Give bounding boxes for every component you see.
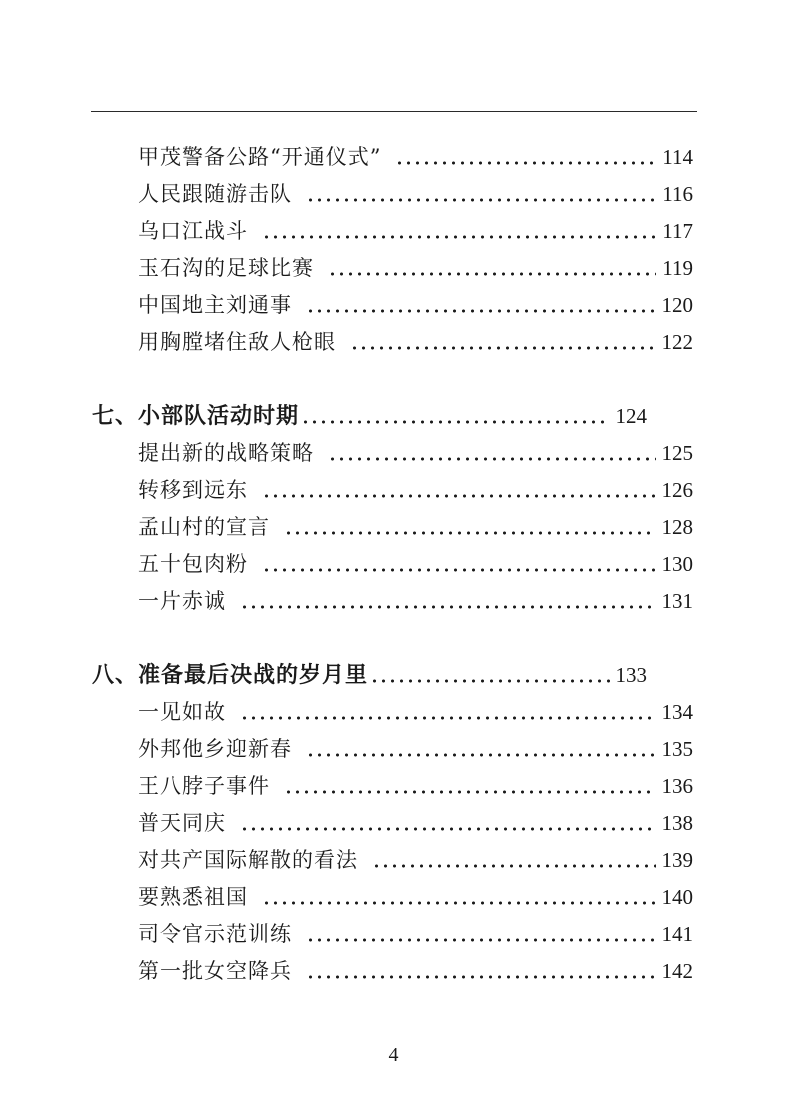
page-number: 4 <box>388 1044 399 1066</box>
leader-dots <box>240 586 656 616</box>
leader-dots <box>284 771 656 801</box>
toc-entry-title: 玉石沟的足球比赛 <box>138 256 314 280</box>
leader-dots <box>306 734 656 764</box>
toc-entry <box>138 808 693 838</box>
toc-entry-title: 乌口江战斗 <box>138 219 248 243</box>
toc-entry <box>138 845 693 875</box>
toc-entry <box>138 475 693 505</box>
toc-chapter-page: 124 <box>615 404 647 428</box>
toc-entry-title: 第一批女空降兵 <box>138 959 292 983</box>
toc-entry <box>138 142 693 172</box>
toc-entry-page: 128 <box>661 515 693 539</box>
toc-chapter <box>92 660 647 690</box>
toc-entry <box>138 216 693 246</box>
leader-dots <box>306 919 656 949</box>
toc-entry-page: 114 <box>662 145 693 169</box>
leader-dots <box>350 327 656 357</box>
toc-chapter-page: 133 <box>615 663 647 687</box>
toc-chapter-title: 八、准备最后决战的岁月里 <box>92 662 369 688</box>
toc-entry <box>138 438 693 468</box>
toc-entry-page: 117 <box>662 219 693 243</box>
toc-entry <box>138 771 693 801</box>
toc-entry <box>138 512 693 542</box>
toc-entry <box>138 697 693 727</box>
toc-entry <box>138 882 693 912</box>
toc-entry-page: 125 <box>661 441 693 465</box>
toc-entry-title: 孟山村的宣言 <box>138 515 270 539</box>
leader-dots <box>370 660 609 690</box>
leader-dots <box>262 216 656 246</box>
toc-entry <box>138 956 693 986</box>
toc-entry-title: 要熟悉祖国 <box>138 885 248 909</box>
toc-entry-title: 一见如故 <box>138 700 226 724</box>
leader-dots <box>328 438 656 468</box>
toc-entry-page: 139 <box>661 848 693 872</box>
leader-dots <box>395 142 656 172</box>
leader-dots <box>301 401 609 431</box>
leader-dots <box>306 956 656 986</box>
leader-dots <box>284 512 656 542</box>
toc-entry-title: 转移到远东 <box>138 478 248 502</box>
toc-entry-page: 116 <box>662 182 693 206</box>
toc-entry-page: 135 <box>661 737 693 761</box>
toc-entry-title: 人民跟随游击队 <box>138 182 292 206</box>
toc-entry <box>138 549 693 579</box>
toc-entry-title: 普天同庆 <box>138 811 226 835</box>
toc-entry-page: 126 <box>661 478 693 502</box>
toc-entry-title: 对共产国际解散的看法 <box>138 848 358 872</box>
leader-dots <box>306 179 656 209</box>
leader-dots <box>240 697 656 727</box>
toc-entry-page: 142 <box>661 959 693 983</box>
toc-entry <box>138 327 693 357</box>
toc-entry-page: 130 <box>661 552 693 576</box>
toc-chapter-title: 七、小部队活动时期 <box>92 403 300 429</box>
leader-dots <box>262 549 656 579</box>
toc-entry <box>138 179 693 209</box>
leader-dots <box>328 253 656 283</box>
toc-entry-title: 外邦他乡迎新春 <box>138 737 292 761</box>
toc-entry-title: 中国地主刘通事 <box>138 293 292 317</box>
toc-entry-page: 122 <box>661 330 693 354</box>
toc-entry-page: 119 <box>662 256 693 280</box>
toc-chapter <box>92 401 647 431</box>
leader-dots <box>372 845 656 875</box>
toc-entry <box>138 919 693 949</box>
toc-entry-page: 131 <box>661 589 693 613</box>
toc-entry-title: 五十包肉粉 <box>138 552 248 576</box>
toc-entry <box>138 734 693 764</box>
toc-entry <box>138 253 693 283</box>
toc-entry-title: 甲茂警备公路“开通仪式” <box>138 145 382 169</box>
toc-entry-page: 134 <box>661 700 693 724</box>
toc-entry <box>138 290 693 320</box>
leader-dots <box>306 290 656 320</box>
leader-dots <box>262 475 656 505</box>
toc-entry-page: 138 <box>661 811 693 835</box>
toc-entry-title: 用胸膛堵住敌人枪眼 <box>138 330 336 354</box>
toc-entry-page: 136 <box>661 774 693 798</box>
toc-entry-title: 司令官示范训练 <box>138 922 292 946</box>
toc-entry-title: 提出新的战略策略 <box>138 441 314 465</box>
toc-entry <box>138 586 693 616</box>
toc-entry-page: 141 <box>661 922 693 946</box>
toc-entry-page: 120 <box>661 293 693 317</box>
toc-entry-title: 王八脖子事件 <box>138 774 270 798</box>
leader-dots <box>240 808 656 838</box>
leader-dots <box>262 882 656 912</box>
toc-entry-title: 一片赤诚 <box>138 589 226 613</box>
toc-entry-page: 140 <box>661 885 693 909</box>
